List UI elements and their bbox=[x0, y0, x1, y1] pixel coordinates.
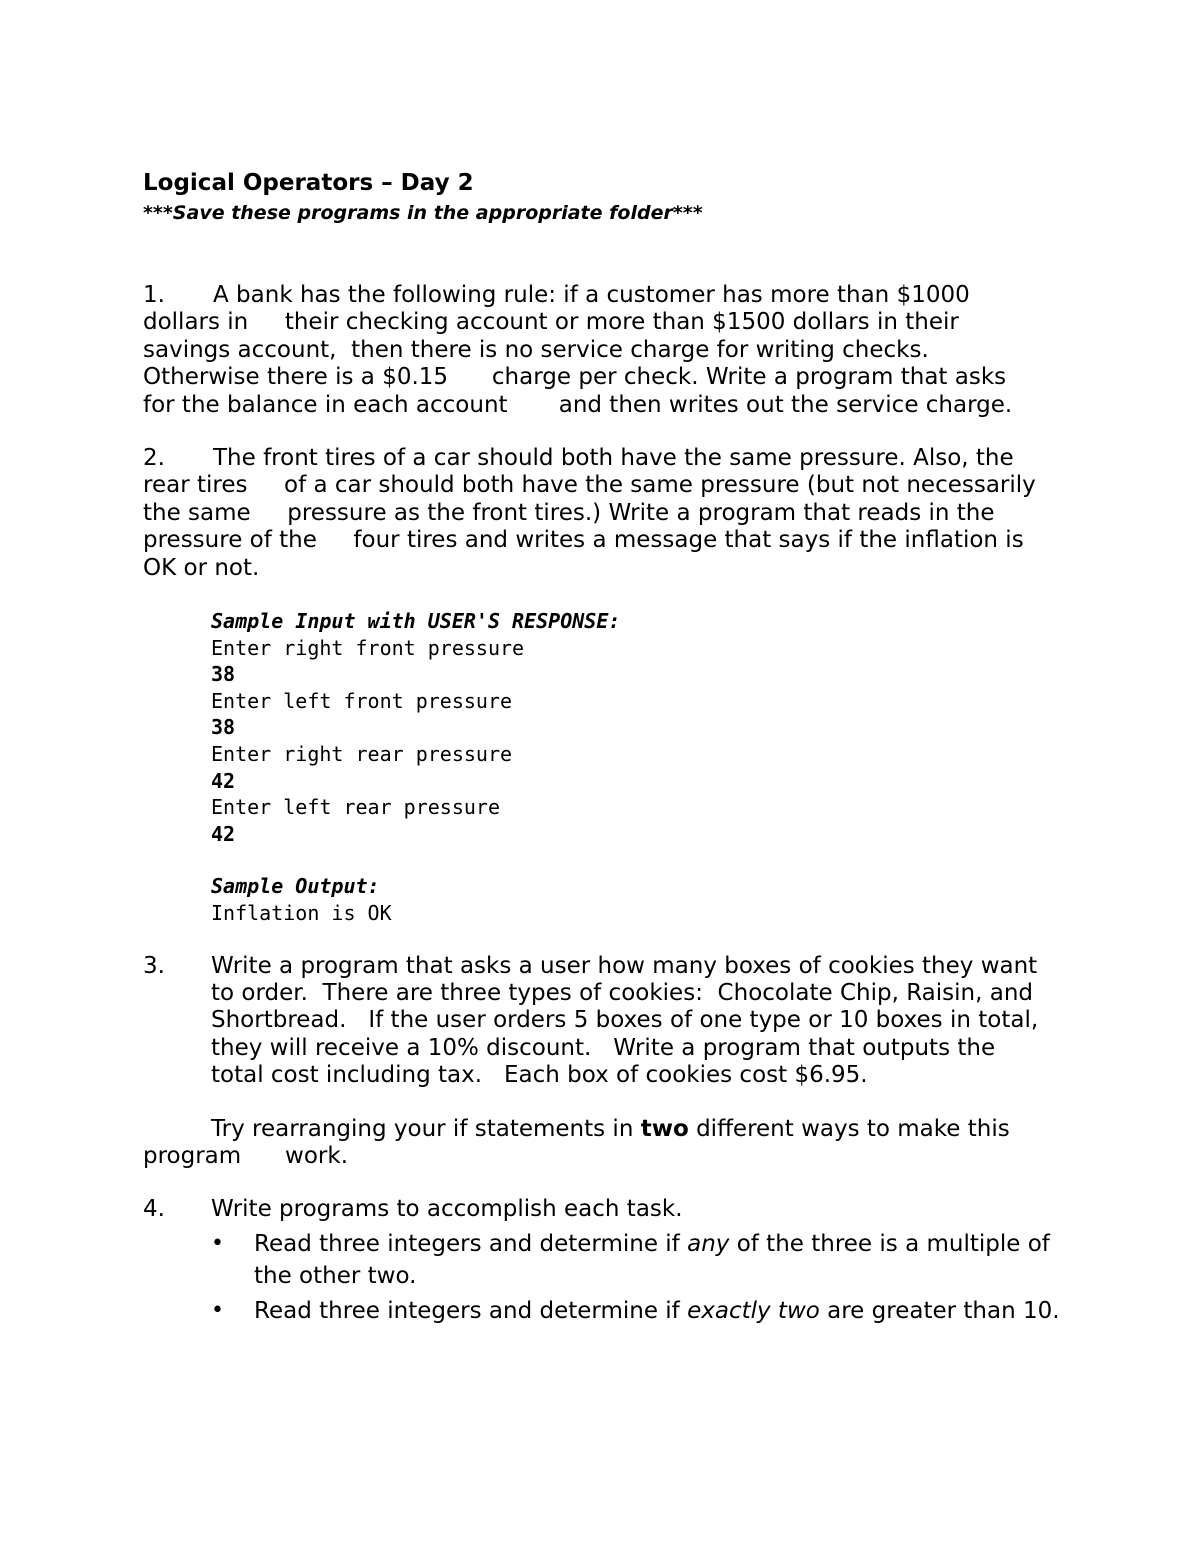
list-item: • Read three integers and determine if any of the three is a multiple of the other two. bbox=[211, 1228, 1073, 1293]
emphasis-exactly-two: exactly two bbox=[687, 1297, 820, 1324]
question-1-line: dollars in their checking account or more than $1500 dollars in their bbox=[143, 309, 959, 336]
question-1-line: Otherwise there is a $0.15 charge per check. Write a program that asks bbox=[143, 364, 1007, 391]
question-number: 3. bbox=[143, 952, 165, 979]
question-3-line: to order. There are three types of cookies: Chocolate Chip, Raisin, and bbox=[211, 980, 1034, 1006]
question-1-line: savings account, then there is no service charge for writing checks. bbox=[143, 336, 929, 363]
question-4-intro: Write programs to accomplish each task. bbox=[211, 1196, 683, 1223]
question-1 bbox=[143, 282, 1073, 419]
task-list bbox=[143, 1228, 1073, 1328]
sample-output-block bbox=[143, 873, 1073, 926]
sample-response: 42 bbox=[211, 768, 236, 793]
sample-prompt: Enter right rear pressure bbox=[211, 742, 513, 767]
page-title: Logical Operators – Day 2 bbox=[143, 170, 474, 196]
question-1-line: 1. A bank has the following rule: if a customer has more than $1000 bbox=[143, 282, 970, 308]
list-item: • Read three integers and determine if exactly two are greater than 10. bbox=[211, 1295, 1073, 1328]
question-4 bbox=[143, 1196, 1073, 1327]
question-3-line: total cost including tax. Each box of cookies cost $6.95. bbox=[211, 1062, 868, 1089]
document-page bbox=[143, 168, 1073, 1329]
question-3-text bbox=[143, 953, 1073, 1090]
question-4-text bbox=[143, 1196, 1073, 1223]
question-number: 2. bbox=[143, 445, 165, 472]
question-2 bbox=[143, 445, 1073, 927]
sample-input-block bbox=[143, 608, 1073, 847]
bullet-icon: • bbox=[211, 1230, 224, 1256]
sample-input-label: Sample Input with USER'S RESPONSE: bbox=[211, 609, 621, 634]
sample-prompt: Enter left rear pressure bbox=[211, 795, 500, 820]
question-1-line: for the balance in each account and then writes out the service charge. bbox=[143, 391, 1013, 418]
sample-response: 38 bbox=[211, 715, 236, 740]
try-rearranging-line: Try rearranging your if statements in two different ways to make this bbox=[211, 1115, 1010, 1142]
try-rearranging-line-2: program work. bbox=[143, 1143, 349, 1170]
sample-response: 38 bbox=[211, 662, 236, 687]
emphasis-two: two bbox=[640, 1115, 689, 1142]
question-2-line: pressure of the four tires and writes a message that says if the inflation is bbox=[143, 527, 1024, 554]
question-3-line: they will receive a 10% discount. Write a program that outputs the bbox=[211, 1034, 996, 1061]
question-3 bbox=[143, 953, 1073, 1171]
question-number: 1. bbox=[143, 282, 165, 308]
question-3-line: Shortbread. If the user orders 5 boxes of one type or 10 boxes in total, bbox=[211, 1007, 1039, 1034]
bullet-icon: • bbox=[211, 1297, 224, 1323]
emphasis-any: any bbox=[687, 1230, 730, 1257]
sample-output-text: Inflation is OK bbox=[211, 901, 392, 925]
sample-response: 42 bbox=[211, 821, 236, 846]
sample-prompt: Enter left front pressure bbox=[211, 688, 513, 713]
sample-prompt: Enter right front pressure bbox=[211, 635, 525, 660]
question-number: 4. bbox=[143, 1196, 165, 1223]
sample-output-label: Sample Output: bbox=[211, 874, 380, 899]
question-2-line: 2. The front tires of a car should both have the same pressure. Also, the bbox=[143, 445, 1014, 472]
question-2-line: the same pressure as the front tires.) Write a program that reads in the bbox=[143, 499, 995, 526]
question-2-line: rear tires of a car should both have the same pressure (but not necessarily bbox=[143, 472, 1036, 499]
question-3-line: Write a program that asks a user how many boxes of cookies they want bbox=[211, 952, 1038, 979]
page-subtitle: ***Save these programs in the appropriate folder*** bbox=[143, 202, 703, 224]
question-2-line: OK or not. bbox=[143, 554, 260, 581]
